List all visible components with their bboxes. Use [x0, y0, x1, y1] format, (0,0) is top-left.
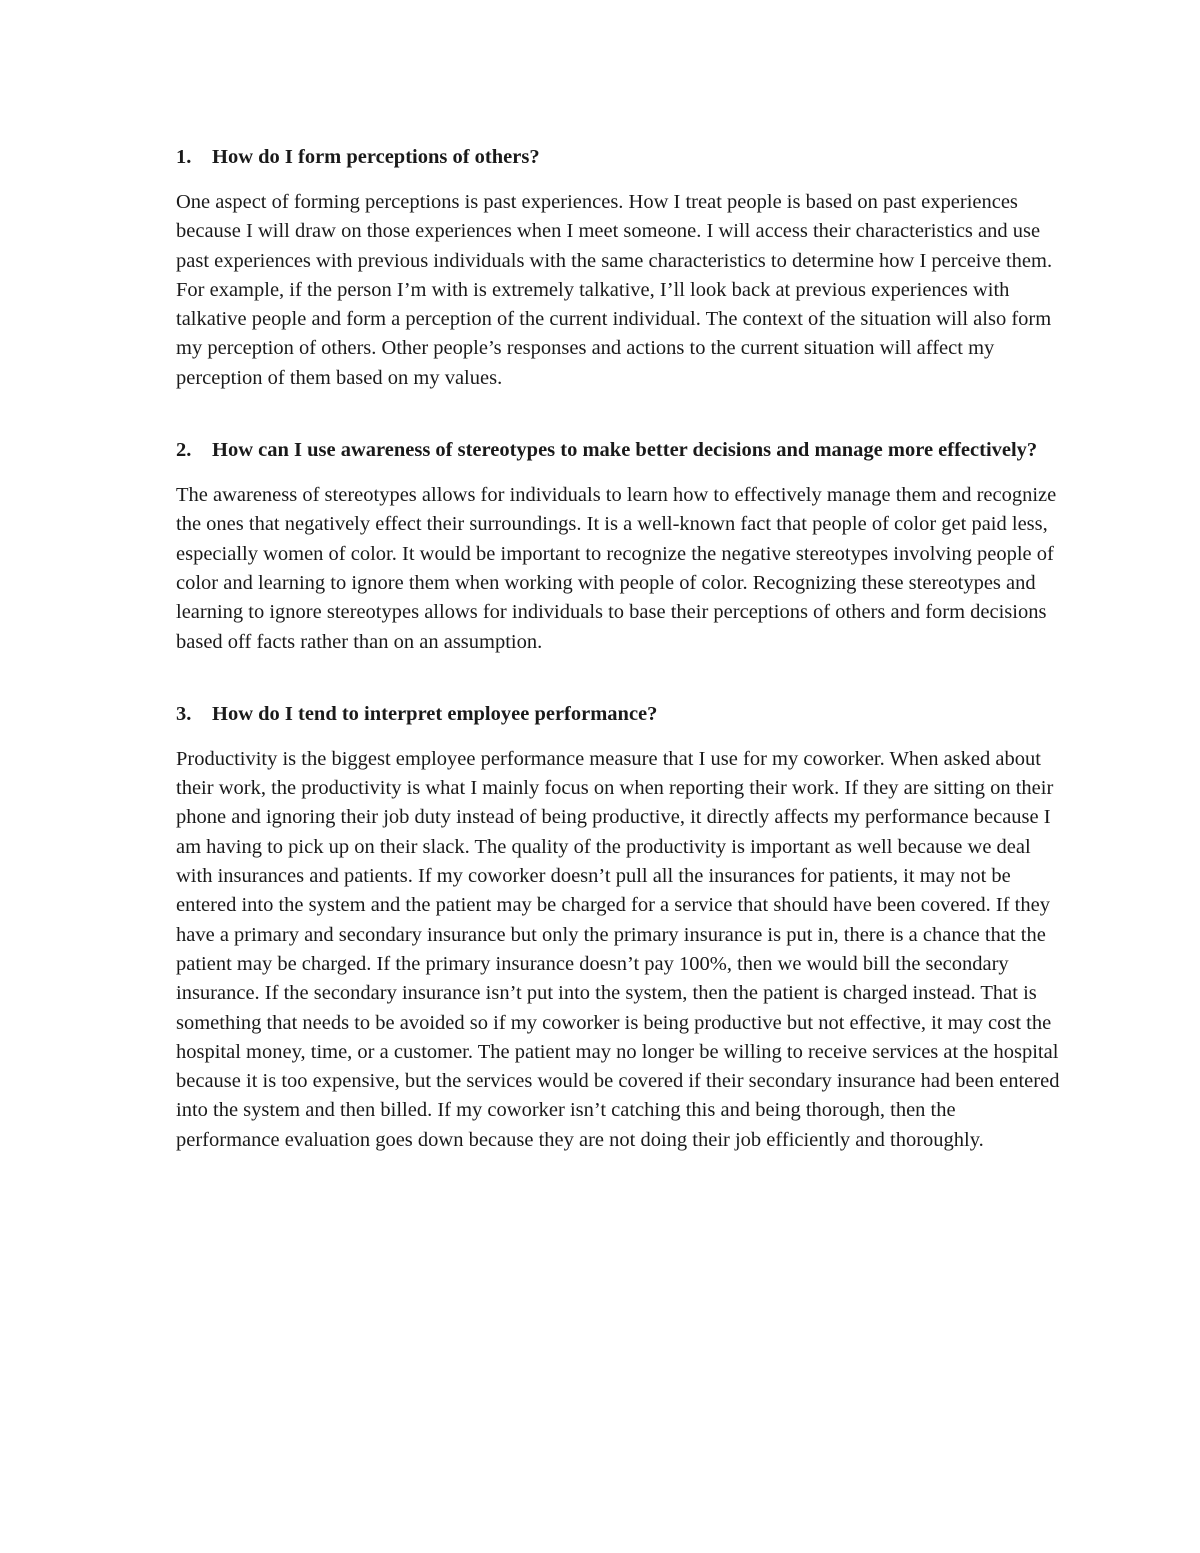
question-number: 3.: [176, 702, 192, 725]
question-section-3: [176, 700, 1064, 1155]
answer-paragraph-1: One aspect of forming perceptions is past experiences. How I treat people is based on past experiences because I will draw on those experiences when I meet someone. I will access their characteristics and use past experiences with previous individuals with the same characteristics to determine how I perceive them. For example, if the person I’m with is extremely talkative, I’ll look back at previous experiences with talkative people and form a perception of the current individual. The context of the situation will also form my perception of others. Other people’s responses and actions to the current situation will affect my perception of them based on my values.: [176, 191, 1053, 389]
question-section-1: [176, 143, 1064, 393]
question-number: 2.: [176, 439, 192, 462]
question-title: How can I use awareness of stereotypes to make better decisions and manage more effectively?: [212, 439, 1038, 462]
question-section-2: [176, 436, 1064, 657]
document-body: [176, 143, 1064, 1198]
question-title: How do I form perceptions of others?: [212, 146, 540, 168]
question-heading-1: [176, 143, 1064, 172]
question-heading-3: [176, 700, 1064, 729]
answer-paragraph-3: Productivity is the biggest employee performance measure that I use for my coworker. When asked about their work, the productivity is what I mainly focus on when reporting their work. If they are sitting on their phone and ignoring their job duty instead of being productive, it directly affects my performance because I am having to pick up on their slack. The quality of the productivity is important as well because we deal with insurances and patients. If my coworker doesn’t pull all the insurances for patients, it may not be entered into the system and the patient may be charged for a service that should have been covered. If they have a primary and secondary insurance but only the primary insurance is put in, there is a chance that the patient may be charged. If the primary insurance doesn’t pay 100%, then we would bill the secondary insurance. If the secondary insurance isn’t put into the system, then the patient is charged instead. That is something that needs to be avoided so if my coworker is being productive but not effective, it may cost the hospital money, time, or a customer. The patient may no longer be willing to receive services at the hospital because it is too expensive, but the services would be covered if their secondary insurance had been entered into the system and then billed. If my coworker isn’t catching this and being thorough, then the performance evaluation goes down because they are not doing their job efficiently and thoroughly.: [176, 747, 1060, 1151]
question-title: How do I tend to interpret employee performance?: [212, 702, 658, 725]
question-number: 1.: [176, 146, 192, 168]
question-heading-2: [176, 436, 1064, 465]
answer-paragraph-2: The awareness of stereotypes allows for individuals to learn how to effectively manage them and recognize the ones that negatively effect their surroundings. It is a well-known fact that people of color get paid less, especially women of color. It would be important to recognize the negative stereotypes involving people of color and learning to ignore them when working with people of color. Recognizing these stereotypes and learning to ignore stereotypes allows for individuals to base their perceptions of others and form decisions based off facts rather than on an assumption.: [176, 484, 1057, 653]
